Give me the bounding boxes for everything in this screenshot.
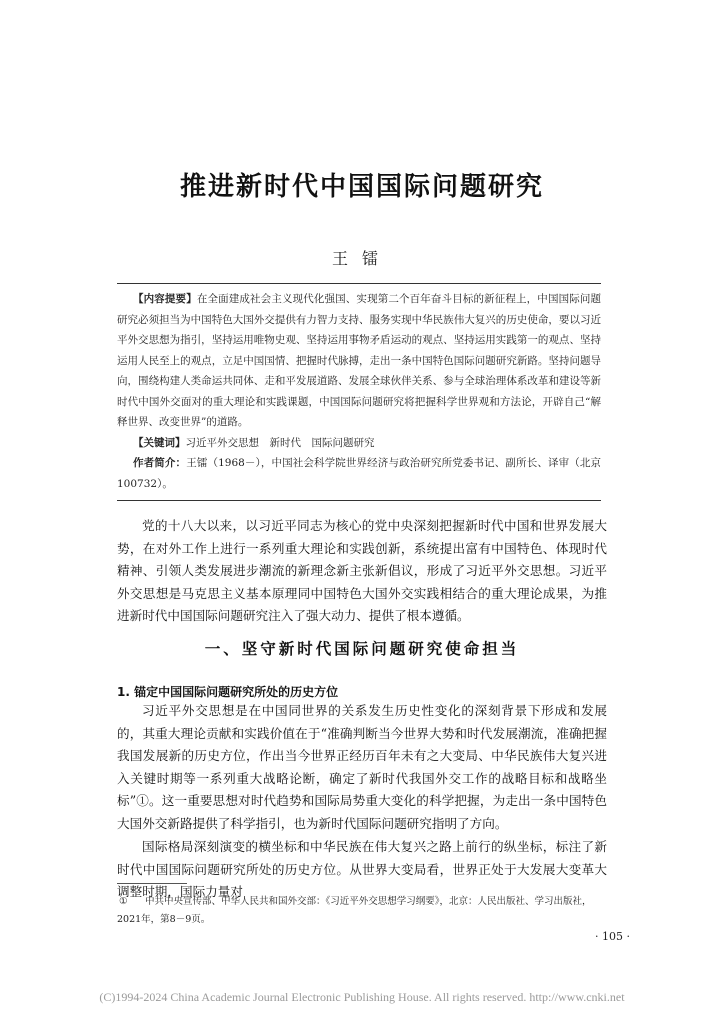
copyright-watermark: (C)1994-2024 China Academic Journal Electronic Publishing House. All rights reserved. http://www.cnki.net	[99, 990, 625, 1004]
abstract-summary	[117, 289, 601, 433]
bio-text: 王镭（1968－），中国社会科学院世界经济与政治研究所党委书记、副所长、译审（北京 100732）。	[117, 457, 612, 490]
summary-text: 在全面建成社会主义现代化强国、实现第二个百年奋斗目标的新征程上，中国国际问题研究必须担当为中国特色大国外交提供有力智力支持、服务实现中华民族伟大复兴的历史使命，要以习近平外交思想为指引，坚持运用唯物史观、坚持运用事物矛盾运动的观点、坚持运用实践第一的观点、坚持运用人民至上的观点，立足中国国情、把握时代脉搏，走出一条中国特色国际问题研究新路。坚持问题导向，围绕构建人类命运共同体、走和平发展道路、发展全球伙伴关系、参与全球治理体系改革和建设等新时代中国外交面对的重大理论和实践课题，中国国际问题研究将把握科学世界观和方法论，开辟自己“解释世界、改变世界”的道路。	[117, 293, 602, 428]
article-title: 推进新时代中国国际问题研究	[179, 172, 544, 202]
footnote-divider	[117, 883, 187, 884]
intro-paragraph: 党的十八大以来，以习近平同志为核心的党中央深刻把握新时代中国和世界发展大势，在对外工作上进行一系列重大理论和实践创新，系统提出富有中国特色、体现时代精神、引领人类发展进步潮流的新理念新主张新倡议，形成了习近平外交思想。习近平外交思想是马克思主义基本原理同中国特色大国外交实践相结合的重大理论成果，为推进新时代中国国际问题研究注入了强大动力、提供了根本遵循。	[117, 518, 607, 624]
author-bio	[117, 453, 612, 494]
footnote	[117, 893, 607, 929]
bio-label: 作者简介：	[133, 457, 187, 469]
footnote-marker: ①	[119, 896, 128, 907]
abstract-keywords	[117, 433, 601, 454]
page-number: · 105 ·	[595, 930, 630, 943]
body-paragraph-3: 国际格局深刻演变的横坐标和中华民族在伟大复兴之路上前行的纵坐标，标注了新时代中国国际问题研究所处的历史方位。从世界大变局看，世界正处于大发展大变革大调整时期，国际力量对	[117, 839, 607, 900]
section-heading: 一、坚守新时代国际问题研究使命担当	[204, 639, 520, 658]
abstract-box	[117, 283, 612, 501]
keywords-text: 习近平外交思想 新时代 国际问题研究	[185, 436, 375, 449]
subsection-heading: 1. 锚定中国国际问题研究所处的历史方位	[117, 685, 339, 699]
keywords-label: 【关键词】	[133, 436, 186, 449]
footnote-text: 中共中央宣传部、中华人民共和国外交部：《习近平外交思想学习纲要》，北京：人民出版社、学习出版社，2021年，第8－9页。	[117, 896, 592, 925]
summary-label: 【内容提要】	[133, 293, 197, 305]
article-author: 王镭	[331, 249, 392, 268]
body-paragraph-2: 习近平外交思想是在中国同世界的关系发生历史性变化的深刻背景下形成和发展的，其重大理论贡献和实践价值在于“准确判断当今世界大势和时代发展潮流，准确把握我国发展新的历史方位，作出当今世界正经历百年未有之大变局、中华民族伟大复兴进入关键时期等一系列重大战略论断，确定了新时代我国外交工作的战略目标和战略坐标”①。这一重要思想对时代趋势和国际局势重大变化的科学把握，为走出一条中国特色大国外交新路提供了科学指引，也为新时代国际问题研究指明了方向。	[117, 703, 607, 831]
